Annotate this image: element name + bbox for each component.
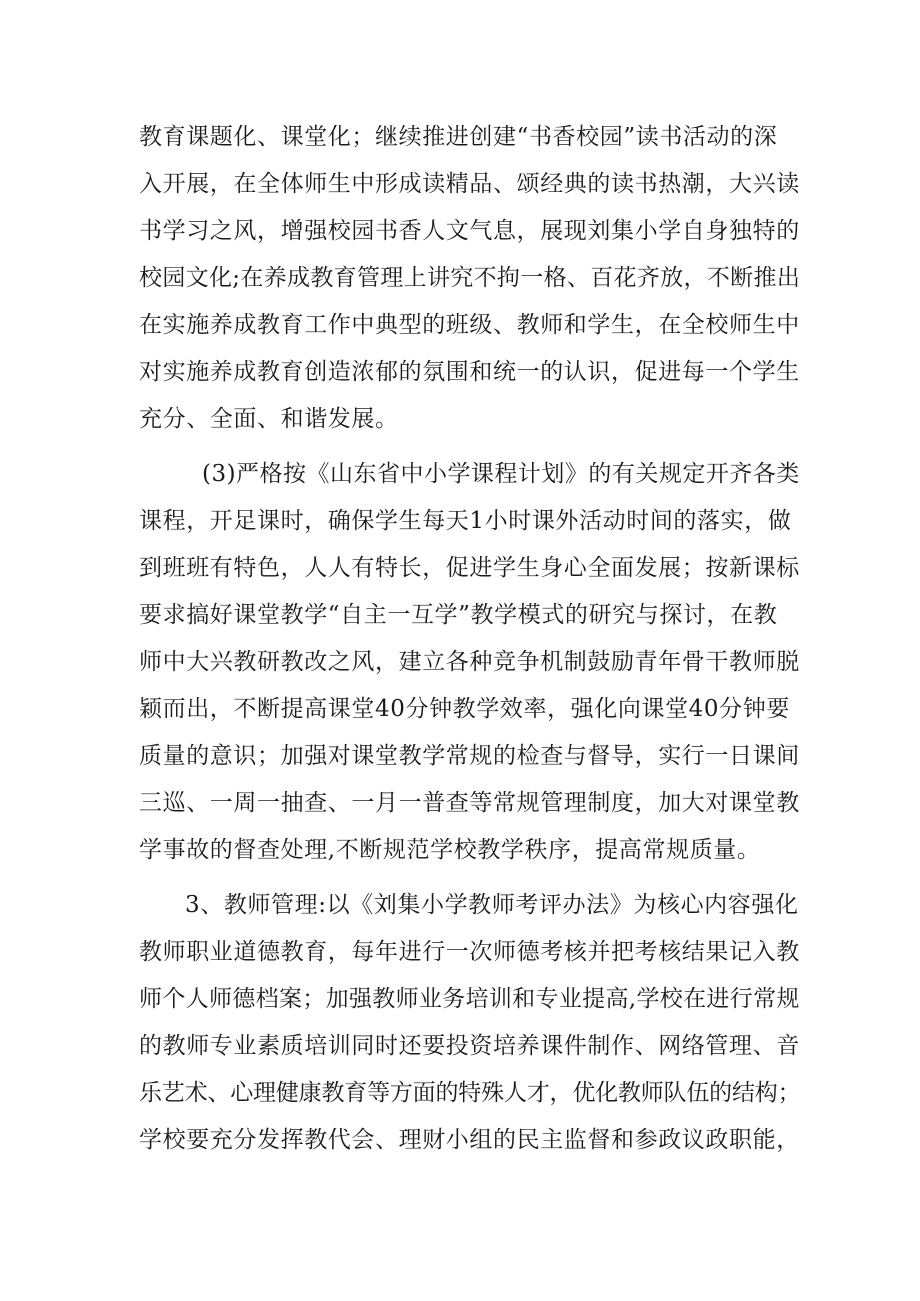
text-line: 入开展，在全体师生中形成读精品、颂经典的读书热潮，大兴读 [139, 171, 800, 197]
text-line: 学事故的督查处理,不断规范学校教学秩序，提高常规质量。 [139, 837, 761, 863]
text-line: 充分、全面、和谐发展。 [139, 406, 399, 432]
text-line: 校园文化;在养成教育管理上讲究不拘一格、百花齐放，不断推出 [139, 265, 801, 291]
text-line: 质量的意识；加强对课堂教学常规的检查与督导，实行一日课间 [139, 743, 800, 769]
text-line: 师中大兴教研教改之风，建立各种竞争机制鼓励青年骨干教师脱 [139, 649, 800, 675]
text-line: 乐艺术、心理健康教育等方面的特殊人才，优化教师队伍的结构； [139, 1080, 801, 1106]
text-line: 颖而出，不断提高课堂40分钟教学效率，强化向课堂40分钟要 [139, 696, 790, 722]
text-line: 要求搞好课堂教学“自主一互学”教学模式的研究与探讨，在教 [139, 602, 778, 628]
text-line: 教师职业道德教育，每年进行一次师德考核并把考核结果记入教 [139, 939, 800, 965]
text-line: 的教师专业素质培训同时还要投资培养课件制作、网络管理、音 [139, 1033, 800, 1059]
text-line: 在实施养成教育工作中典型的班级、教师和学生，在全校师生中 [139, 312, 800, 338]
text-line: 对实施养成教育创造浓郁的氛围和统一的认识，促进每一个学生 [139, 359, 800, 385]
paragraph-start-line: (3)严格按《山东省中小学课程计划》的有关规定开齐各类 [202, 461, 800, 487]
text-line: 到班班有特色，人人有特长，促进学生身心全面发展；按新课标 [139, 555, 800, 581]
text-line: 教育课题化、课堂化；继续推进创建“书香校园”读书活动的深 [139, 124, 778, 150]
text-line: 三巡、一周一抽查、一月一普查等常规管理制度，加大对课堂教 [139, 790, 800, 816]
text-line: 学校要充分发挥教代会、理财小组的民主监督和参政议政职能， [139, 1127, 800, 1153]
text-line: 书学习之风，增强校园书香人文气息，展现刘集小学自身独特的 [139, 218, 800, 244]
paragraph-start-line: 3、教师管理:以《刘集小学教师考评办法》为核心内容强化 [185, 892, 799, 918]
text-line: 师个人师德档案；加强教师业务培训和专业提高,学校在进行常规 [139, 986, 800, 1012]
text-line: 课程，开足课时，确保学生每天1小时课外活动时间的落实，做 [139, 508, 792, 534]
